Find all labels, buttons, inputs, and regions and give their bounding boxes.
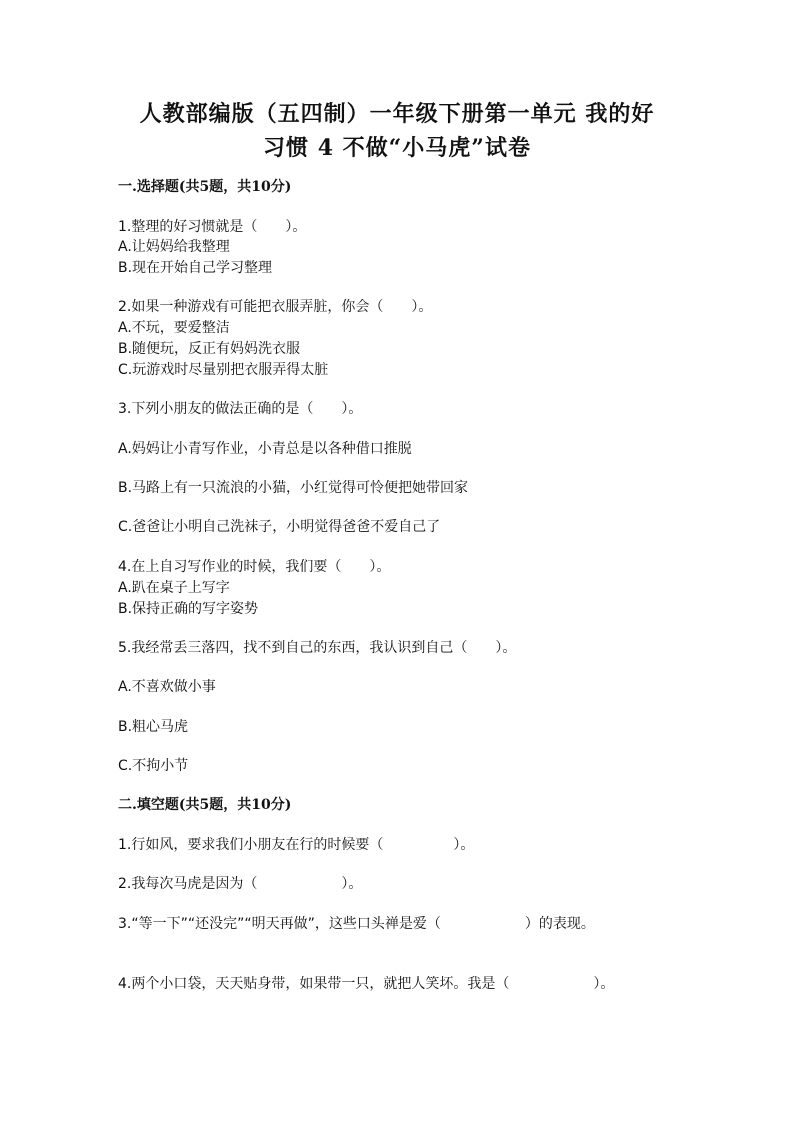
question-stem: 3.“等一下”“还没完”“明天再做”，这些口头禅是爱（ ）的表现。: [118, 916, 595, 932]
question-option: C.玩游戏时尽量别把衣服弄得太脏: [118, 362, 329, 378]
question-option: C.爸爸让小明自己洗袜子，小明觉得爸爸不爱自己了: [118, 519, 441, 535]
question-option: A.让妈妈给我整理: [118, 239, 230, 255]
question-stem: 2.如果一种游戏有可能把衣服弄脏，你会（ ）。: [118, 299, 433, 315]
exam-title-line-2: 习惯 4 不做“小马虎”试卷: [263, 135, 531, 161]
question-stem: 5.我经常丢三落四，找不到自己的东西，我认识到自己（ ）。: [118, 640, 517, 656]
exam-title-line-1: 人教部编版（五四制）一年级下册第一单元 我的好: [139, 101, 655, 127]
question-stem: 1.行如风，要求我们小朋友在行的时候要（ ）。: [118, 837, 475, 853]
question-option: B.随便玩，反正有妈妈洗衣服: [118, 341, 301, 357]
question-option: A.不玩，要爱整洁: [118, 320, 230, 336]
question-option: A.妈妈让小青写作业，小青总是以各种借口推脱: [118, 441, 412, 457]
section-heading-choice: 一.选择题(共5题，共10分): [118, 179, 292, 195]
question-option: B.现在开始自己学习整理: [118, 260, 273, 276]
section-heading-fill-blank: 二.填空题(共5题，共10分): [118, 797, 292, 813]
question-stem: 1.整理的好习惯就是（ ）。: [118, 219, 307, 235]
question-option: B.保持正确的写字姿势: [118, 601, 259, 617]
question-option: A.不喜欢做小事: [118, 679, 216, 695]
question-stem: 4.在上自习写作业的时候，我们要（ ）。: [118, 559, 391, 575]
question-option: A.趴在桌子上写字: [118, 580, 230, 596]
question-stem: 3.下列小朋友的做法正确的是（ ）。: [118, 401, 363, 417]
question-option: B.马路上有一只流浪的小猫，小红觉得可怜便把她带回家: [118, 480, 469, 496]
question-option: C.不拘小节: [118, 758, 189, 774]
question-stem: 2.我每次马虎是因为（ ）。: [118, 876, 363, 892]
question-stem: 4.两个小口袋，天天贴身带，如果带一只，就把人笑坏。我是（ ）。: [118, 976, 615, 992]
question-option: B.粗心马虎: [118, 719, 189, 735]
